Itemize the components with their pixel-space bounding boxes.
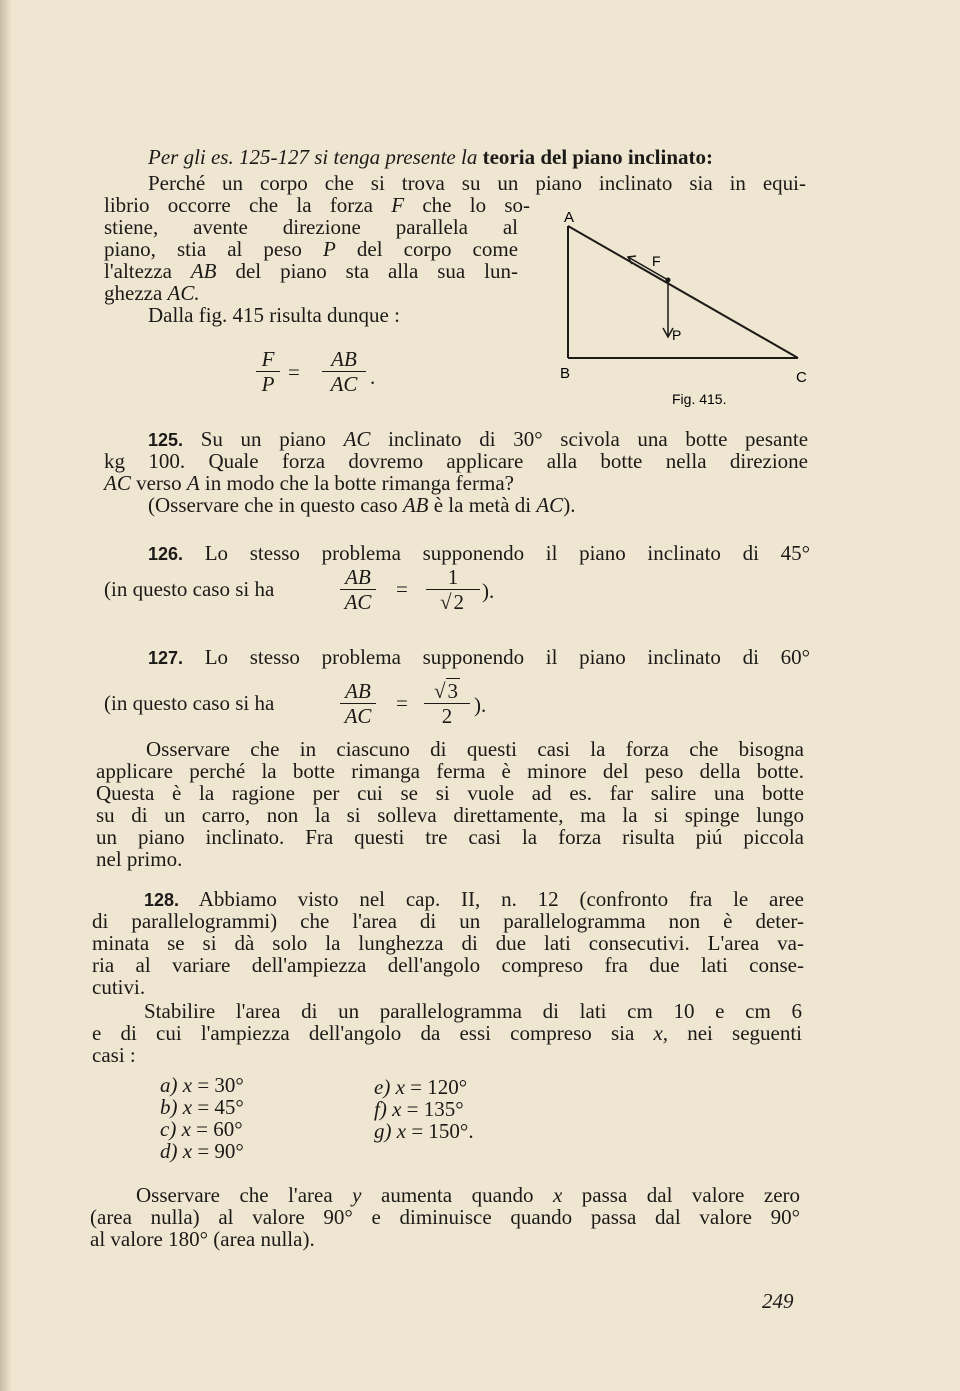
page-edge: [0, 0, 12, 1391]
ex127-close: ).: [474, 693, 487, 717]
case-d: d) x = 90°: [160, 1139, 244, 1163]
ex127-line-2: (in questo caso si ha: [104, 691, 275, 715]
ex128-line-8: casi :: [92, 1043, 136, 1067]
ex128-line-4: ria al variare dell'ampiezza dell'angolo compreso fra due lati conse-: [92, 953, 804, 977]
note-line-4: su di un carro, non la si solleva direttamente, ma la si spinge lungo: [96, 803, 804, 827]
ex127-line-1: 127. Lo stesso problema supponendo il piano inclinato di 60°: [148, 645, 810, 669]
ex128-number: 128.: [144, 890, 180, 910]
ex126-number: 126.: [148, 544, 184, 564]
case-a: a) x = 30°: [160, 1073, 244, 1097]
ex126-line-2: (in questo caso si ha: [104, 577, 275, 601]
label-a: A: [564, 209, 575, 226]
ex128-line-1: 128. Abbiamo visto nel cap. II, n. 12 (confronto fra le aree: [144, 887, 804, 911]
case-b: b) x = 45°: [160, 1095, 244, 1119]
header-line: [148, 146, 713, 168]
ex126-fraction-right: $\frac{1}{√2}$: [426, 566, 480, 613]
figure-caption: Fig. 415.: [672, 391, 727, 407]
ex128-line-5: cutivi.: [92, 975, 146, 999]
case-c: c) x = 60°: [160, 1117, 243, 1141]
ex126-line-1: 126. Lo stesso problema supponendo il piano inclinato di 45°: [148, 541, 810, 565]
ex126-close: ).: [482, 579, 495, 603]
header-prefix: Per gli es. 125-127 si tenga presente la: [148, 145, 478, 169]
page-number: 249: [762, 1289, 794, 1313]
ex125-number: 125.: [148, 430, 184, 450]
intro-line-5: l'altezza AB del piano sta alla sua lun-: [104, 259, 518, 283]
ex125-line-2: kg 100. Quale forza dovremo applicare alla botte nella direzione: [104, 449, 808, 473]
ex125-line-4: (Osservare che in questo caso AB è la metà di AC).: [148, 493, 576, 517]
label-b: B: [560, 365, 571, 382]
ex126-equals: =: [396, 577, 408, 601]
case-g: g) x = 150°.: [374, 1119, 474, 1143]
note-line-2: applicare perché la botte rimanga ferma è minore del peso della botte.: [96, 759, 804, 783]
label-c: C: [796, 369, 807, 386]
ex127-equals: =: [396, 691, 408, 715]
intro-line-7: Dalla fig. 415 risulta dunque :: [148, 303, 400, 327]
header-suffix: teoria del piano inclinato:: [482, 145, 714, 169]
closing-line-3: al valore 180° (area nulla).: [90, 1227, 315, 1251]
case-f: f) x = 135°: [374, 1097, 464, 1121]
ex127-fraction-left: $\frac{AB}{AC}$: [340, 680, 376, 727]
intro-line-1: Perché un corpo che si trova su un piano inclinato sia in equi-: [148, 171, 806, 195]
label-p: P: [672, 327, 682, 343]
ex126-fraction-left: $\frac{AB}{AC}$: [340, 566, 376, 613]
ex125-line-1: 125. Su un piano AC inclinato di 30° scivola una botte pesante: [148, 427, 809, 451]
note-line-1: Osservare che in ciascuno di questi casi la forza che bisogna: [146, 737, 804, 761]
figure-415: [550, 200, 820, 410]
ex127-fraction-right: $\frac{√3}{2}$: [424, 680, 470, 727]
intro-line-3: stiene, avente direzione parallela al: [104, 215, 518, 239]
formula-fraction-left: $\frac{F}{P}$: [256, 348, 280, 395]
formula-period: .: [370, 365, 376, 389]
ex128-line-6: Stabilire l'area di un parallelogramma di lati cm 10 e cm 6: [144, 999, 802, 1023]
ex128-line-3: minata se si dà solo la lunghezza di due lati consecutivi. L'area va-: [92, 931, 804, 955]
intro-line-2: librio occorre che la forza F che lo so-: [104, 193, 531, 217]
note-line-3: Questa è la ragione per cui se si vuole ad es. far salire una botte: [96, 781, 804, 805]
note-line-5: un piano inclinato. Fra questi tre casi la forza risulta piú piccola: [96, 825, 804, 849]
formula-equals: =: [288, 360, 300, 384]
ex125-line-3: AC verso A in modo che la botte rimanga ferma?: [104, 471, 514, 495]
closing-line-2: (area nulla) al valore 90° e diminuisce quando passa dal valore 90°: [90, 1205, 800, 1229]
label-f: F: [652, 253, 661, 269]
intro-line-6: ghezza AC.: [104, 281, 200, 305]
ex128-line-7: e di cui l'ampiezza dell'angolo da essi compreso sia x, nei seguenti: [92, 1021, 803, 1045]
ex128-line-2: di parallelogrammi) che l'area di un parallelogramma non è deter-: [92, 909, 804, 933]
note-line-6: nel primo.: [96, 847, 183, 871]
closing-line-1: Osservare che l'area y aumenta quando x passa dal valore zero: [136, 1183, 801, 1207]
ex127-number: 127.: [148, 648, 184, 668]
figure-side-ac: [568, 226, 798, 358]
case-e: e) x = 120°: [374, 1075, 468, 1099]
intro-line-4: piano, stia al peso P del corpo come: [104, 237, 519, 261]
formula-fraction-right: $\frac{AB}{AC}$: [322, 348, 366, 395]
force-f-arrow: [628, 257, 668, 280]
